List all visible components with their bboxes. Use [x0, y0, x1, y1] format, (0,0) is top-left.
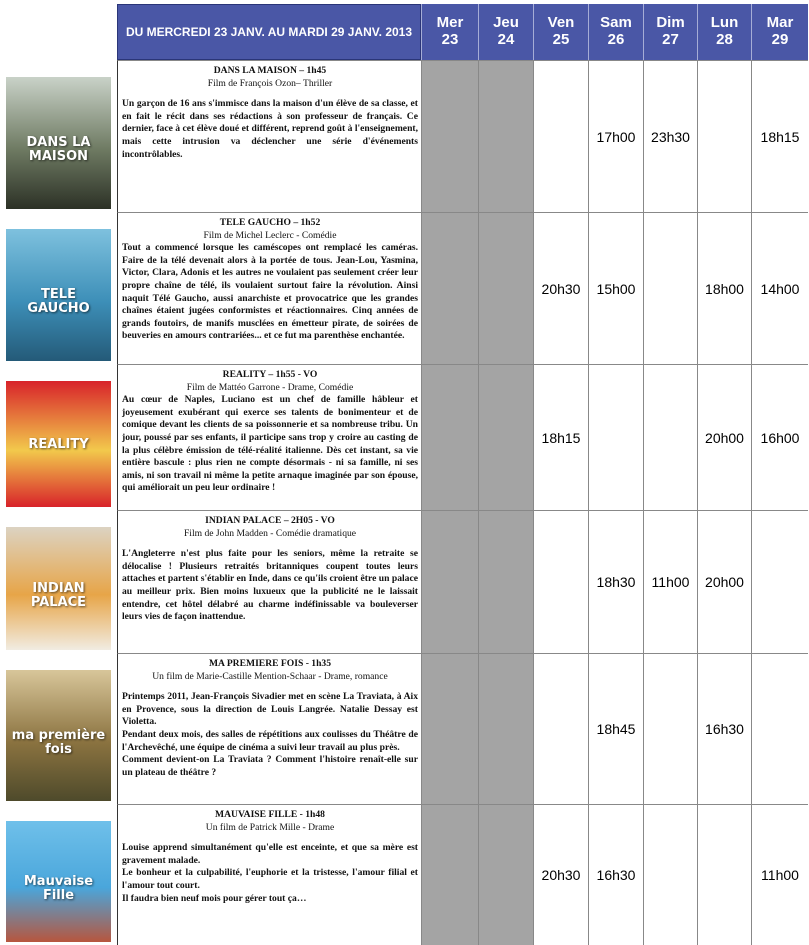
showtime-cell: 16h30: [588, 804, 643, 945]
day-header-lun: [697, 4, 751, 60]
day-header-dim: [643, 4, 697, 60]
film-credits: Film de François Ozon– Thriller: [207, 77, 333, 89]
day-header-mer: [421, 4, 478, 60]
day-number: 23: [441, 31, 459, 48]
day-number: 26: [607, 31, 625, 48]
showtime-cell: [751, 653, 808, 804]
showtime-cell: 18h15: [751, 60, 808, 212]
showtime-cell: 20h30: [533, 804, 588, 945]
showtime-cell: [478, 212, 533, 364]
showtime-cell: [697, 60, 751, 212]
showtime-cell: [533, 60, 588, 212]
showtime-cell: 11h00: [643, 510, 697, 653]
showtime-cell: [478, 804, 533, 945]
showtime-cell: 20h00: [697, 510, 751, 653]
film-synopsis: Au cœur de Naples, Luciano est un chef de famille hâbleur et joyeusement exubérant qui exerce ses talents de bonimenteur et de comique devant les clients de sa poissonnerie et sa nombreuse tribu. Un jour, poussé par ses enfants, il participe sans trop y croire au casting de la plus célèbre émission de télé-réalité italienne. Dès cet instant, sa vie entière bascule : plus rien ne compte désormais - ni sa famille, ni ses amis, ni son travail ni même la petite arnaque imaginée par son épouse, qui améliorait un peu leur ordinaire !: [122, 394, 418, 494]
poster-title-art: REALITY: [28, 436, 89, 452]
film-description: [117, 364, 421, 510]
showtime-cell: [478, 60, 533, 212]
film-poster: [6, 77, 111, 209]
day-name: Mer: [436, 14, 464, 31]
day-header-ven: [533, 4, 588, 60]
film-poster: [6, 821, 111, 942]
showtime-cell: [478, 510, 533, 653]
day-header-sam: [588, 4, 643, 60]
day-name: Dim: [656, 14, 685, 31]
day-number: 29: [771, 31, 789, 48]
showtime-cell: [478, 364, 533, 510]
film-title: REALITY – 1h55 - VO: [222, 369, 318, 380]
film-synopsis: L'Angleterre n'est plus faite pour les seniors, même la retraite se délocalise ! Plusieurs retraités britanniques coupent toutes leurs attaches et partent s'établir en Inde, dans ce qu'ils croient être un palace au meilleur prix. Bien moins luxueux que la publicité ne le laissait entendre, cet hôtel délabré au charme indéfinissable va bouleverser leurs vies de façon inattendue.: [122, 548, 418, 623]
day-number: 25: [552, 31, 570, 48]
showtime-cell: [421, 653, 478, 804]
showtime-cell: [643, 653, 697, 804]
showtime-cell: [533, 653, 588, 804]
film-description: [117, 653, 421, 804]
showtime-cell: 15h00: [588, 212, 643, 364]
film-poster: [6, 527, 111, 650]
film-credits: Film de Michel Leclerc - Comédie: [203, 229, 337, 241]
showtime-cell: [421, 804, 478, 945]
film-credits: Un film de Marie-Castille Mention-Schaar - Drame, romance: [152, 670, 388, 682]
film-description: [117, 510, 421, 653]
day-number: 24: [497, 31, 515, 48]
showtime-cell: [421, 212, 478, 364]
film-synopsis: Louise apprend simultanément qu'elle est enceinte, et que sa mère est gravement malade. Le bonheur et la culpabilité, l'euphorie et la tristesse, l'amour filial et l'amour tout court. Il faudra bien neuf mois pour gérer tout ça…: [122, 842, 418, 904]
showtime-cell: 11h00: [751, 804, 808, 945]
showtime-cell: 18h45: [588, 653, 643, 804]
film-synopsis: Un garçon de 16 ans s'immisce dans la maison d'un élève de sa classe, et en fait le récit dans ses rédactions à son professeur de français. Ce dernier, face à cet élève doué et différent, reprend goût à l'enseignement, mais cette intrusion va déclencher une série d'événements incontrôlables.: [122, 98, 418, 160]
film-description: [117, 804, 421, 945]
film-poster: [6, 229, 111, 361]
day-name: Jeu: [493, 14, 519, 31]
film-synopsis: Tout a commencé lorsque les caméscopes ont remplacé les caméras. Faire de la télé devenait alors à la portée de tous. Jean-Lou, Yasmina, Victor, Clara, Adonis et les autres ne voulaient pas seulement créer leur propre chaîne de télé, ils voulaient surtout faire la révolution. Ainsi naquit Télé Gaucho, aussi anarchiste et provocatrice que les grandes chaînes étaient jugées conformistes et réactionnaires. Cinq années de grands foutoirs, de manifs musclées en émetteur pirate, de soirées de beuveries en amours contrariées... et ce fut ma parenthèse enchantée.: [122, 242, 418, 342]
showtime-cell: 18h30: [588, 510, 643, 653]
day-name: Mar: [766, 14, 794, 31]
poster-title-art: ma première fois: [11, 727, 106, 757]
film-title: INDIAN PALACE – 2H05 - VO: [205, 515, 335, 526]
film-synopsis: Printemps 2011, Jean-François Sivadier met en scène La Traviata, à Aix en Provence, sous la direction de Louis Langrée. Natalie Dessay est Violetta. Pendant deux mois, des salles de répétitions aux coulisses du Théâtre de l'Archevêché, une équipe de cinéma a suivi leur travail au plus près. Comment devient-on La Traviata ? Comment l'histoire renaît-elle sur un plateau de théâtre ?: [122, 691, 418, 778]
day-name: Ven: [547, 14, 575, 31]
showtime-cell: [697, 804, 751, 945]
showtime-cell: 18h00: [697, 212, 751, 364]
film-credits: Film de Mattéo Garrone - Drame, Comédie: [186, 381, 354, 393]
date-range-header: DU MERCREDI 23 JANV. AU MARDI 29 JANV. 2013: [117, 4, 421, 60]
showtime-cell: [533, 510, 588, 653]
film-poster: [6, 670, 111, 801]
day-header-mar: [751, 4, 808, 60]
showtime-cell: 17h00: [588, 60, 643, 212]
showtime-cell: 20h30: [533, 212, 588, 364]
showtime-cell: 20h00: [697, 364, 751, 510]
showtime-cell: 16h00: [751, 364, 808, 510]
showtime-cell: 23h30: [643, 60, 697, 212]
film-title: DANS LA MAISON – 1h45: [213, 65, 327, 76]
poster-title-art: Mauvaise Fille: [23, 874, 94, 904]
showtime-cell: [588, 364, 643, 510]
showtime-cell: 14h00: [751, 212, 808, 364]
showtime-cell: [643, 804, 697, 945]
day-number: 27: [662, 31, 679, 48]
showtime-cell: 18h15: [533, 364, 588, 510]
film-description: [117, 60, 421, 212]
film-poster: [6, 381, 111, 507]
showtime-cell: [478, 653, 533, 804]
showtime-cell: [421, 60, 478, 212]
showtime-cell: [643, 364, 697, 510]
day-number: 28: [716, 31, 733, 48]
day-name: Sam: [600, 14, 632, 31]
showtime-cell: [643, 212, 697, 364]
film-title: MAUVAISE FILLE - 1h48: [215, 809, 325, 820]
film-credits: Film de John Madden - Comédie dramatique: [183, 527, 357, 539]
film-description: [117, 212, 421, 364]
film-credits: Un film de Patrick Mille - Drame: [205, 821, 335, 833]
showtime-cell: [751, 510, 808, 653]
showtime-cell: 16h30: [697, 653, 751, 804]
showtime-cell: [421, 364, 478, 510]
poster-title-art: INDIAN PALACE: [30, 581, 87, 611]
poster-title-art: TELE GAUCHO: [27, 287, 90, 317]
day-header-jeu: [478, 4, 533, 60]
day-name: Lun: [710, 14, 739, 31]
film-title: TELE GAUCHO – 1h52: [219, 217, 321, 228]
film-title: MA PREMIERE FOIS - 1h35: [208, 658, 332, 669]
showtime-cell: [421, 510, 478, 653]
poster-title-art: DANS LA MAISON: [26, 135, 91, 165]
